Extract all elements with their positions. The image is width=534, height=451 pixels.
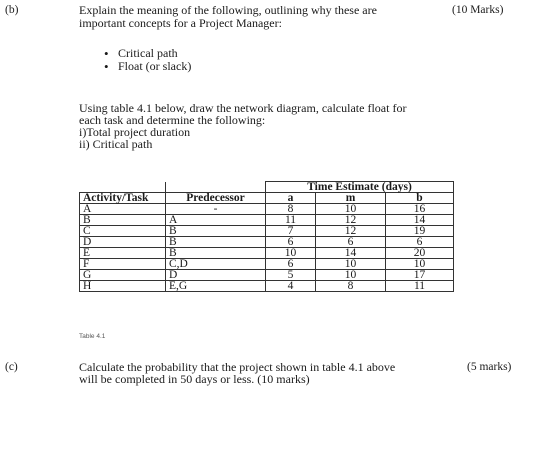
cell-predecessor: C,D: [166, 259, 266, 270]
table-row: [80, 281, 454, 292]
table-row: [80, 237, 454, 248]
cell-m: 10: [316, 270, 386, 281]
cell-predecessor: B: [166, 237, 266, 248]
table-header-row: [80, 193, 454, 204]
table-row: [80, 270, 454, 281]
cell-a: 8: [266, 204, 316, 215]
cell-b: 16: [386, 204, 454, 215]
table-caption: Table 4.1: [79, 333, 106, 340]
table-group-header-row: [80, 182, 454, 193]
question-b-label: (b): [5, 4, 19, 16]
concept-list: [104, 47, 191, 73]
cell-activity: F: [80, 259, 166, 270]
cell-m: 10: [316, 259, 386, 270]
cell-predecessor: -: [166, 204, 266, 215]
cell-b: 14: [386, 215, 454, 226]
cell-activity: H: [80, 281, 166, 292]
header-b: b: [386, 193, 454, 204]
table-row: [80, 259, 454, 270]
question-b-intro-line-2: important concepts for a Project Manager:: [79, 16, 282, 30]
table-row: [80, 215, 454, 226]
cell-b: 17: [386, 270, 454, 281]
cell-b: 10: [386, 259, 454, 270]
cell-a: 7: [266, 226, 316, 237]
table-row: [80, 226, 454, 237]
cell-a: 4: [266, 281, 316, 292]
cell-predecessor: A: [166, 215, 266, 226]
task-line-2: each task and determine the following:: [79, 113, 266, 127]
cell-a: 6: [266, 259, 316, 270]
cell-m: 14: [316, 248, 386, 259]
question-c-label: (c): [5, 361, 18, 373]
cell-a: 11: [266, 215, 316, 226]
cell-m: 10: [316, 204, 386, 215]
table-row: [80, 248, 454, 259]
cell-activity: E: [80, 248, 166, 259]
table-row: [80, 204, 454, 215]
task-line-3: i)Total project duration: [79, 125, 191, 139]
cell-predecessor: B: [166, 226, 266, 237]
cell-activity: B: [80, 215, 166, 226]
cell-a: 10: [266, 248, 316, 259]
header-a: a: [266, 193, 316, 204]
question-c-marks: (5 marks): [467, 361, 512, 373]
cell-activity: A: [80, 204, 166, 215]
cell-a: 6: [266, 237, 316, 248]
cell-m: 6: [316, 237, 386, 248]
cell-predecessor: B: [166, 248, 266, 259]
cell-b: 19: [386, 226, 454, 237]
cell-b: 11: [386, 281, 454, 292]
cell-b: 20: [386, 248, 454, 259]
cell-predecessor: E,G: [166, 281, 266, 292]
cell-activity: D: [80, 237, 166, 248]
time-estimate-group-header: Time Estimate (days): [266, 182, 454, 193]
task-line-1: Using table 4.1 below, draw the network diagram, calculate float for: [79, 101, 407, 115]
question-c-line-1: Calculate the probability that the project shown in table 4.1 above: [79, 360, 396, 374]
cell-m: 12: [316, 226, 386, 237]
cell-m: 8: [316, 281, 386, 292]
header-predecessor: Predecessor: [166, 193, 266, 204]
cell-activity: G: [80, 270, 166, 281]
table-corner-empty: [80, 182, 166, 193]
cell-activity: C: [80, 226, 166, 237]
question-b-marks: (10 Marks): [452, 4, 504, 16]
concept-item-critical-path: • Critical path: [104, 47, 191, 60]
question-b-intro-line-1: Explain the meaning of the following, outlining why these are: [79, 3, 377, 17]
concept-item-float: • Float (or slack): [104, 60, 191, 73]
header-m: m: [316, 193, 386, 204]
cell-b: 6: [386, 237, 454, 248]
cell-m: 12: [316, 215, 386, 226]
header-activity: Activity/Task: [80, 193, 166, 204]
question-c-line-2: will be completed in 50 days or less. (10 marks): [79, 372, 310, 386]
cell-a: 5: [266, 270, 316, 281]
table-corner-empty: [166, 182, 266, 193]
cell-predecessor: D: [166, 270, 266, 281]
task-line-4: ii) Critical path: [79, 137, 153, 151]
time-estimate-table: [79, 181, 454, 292]
